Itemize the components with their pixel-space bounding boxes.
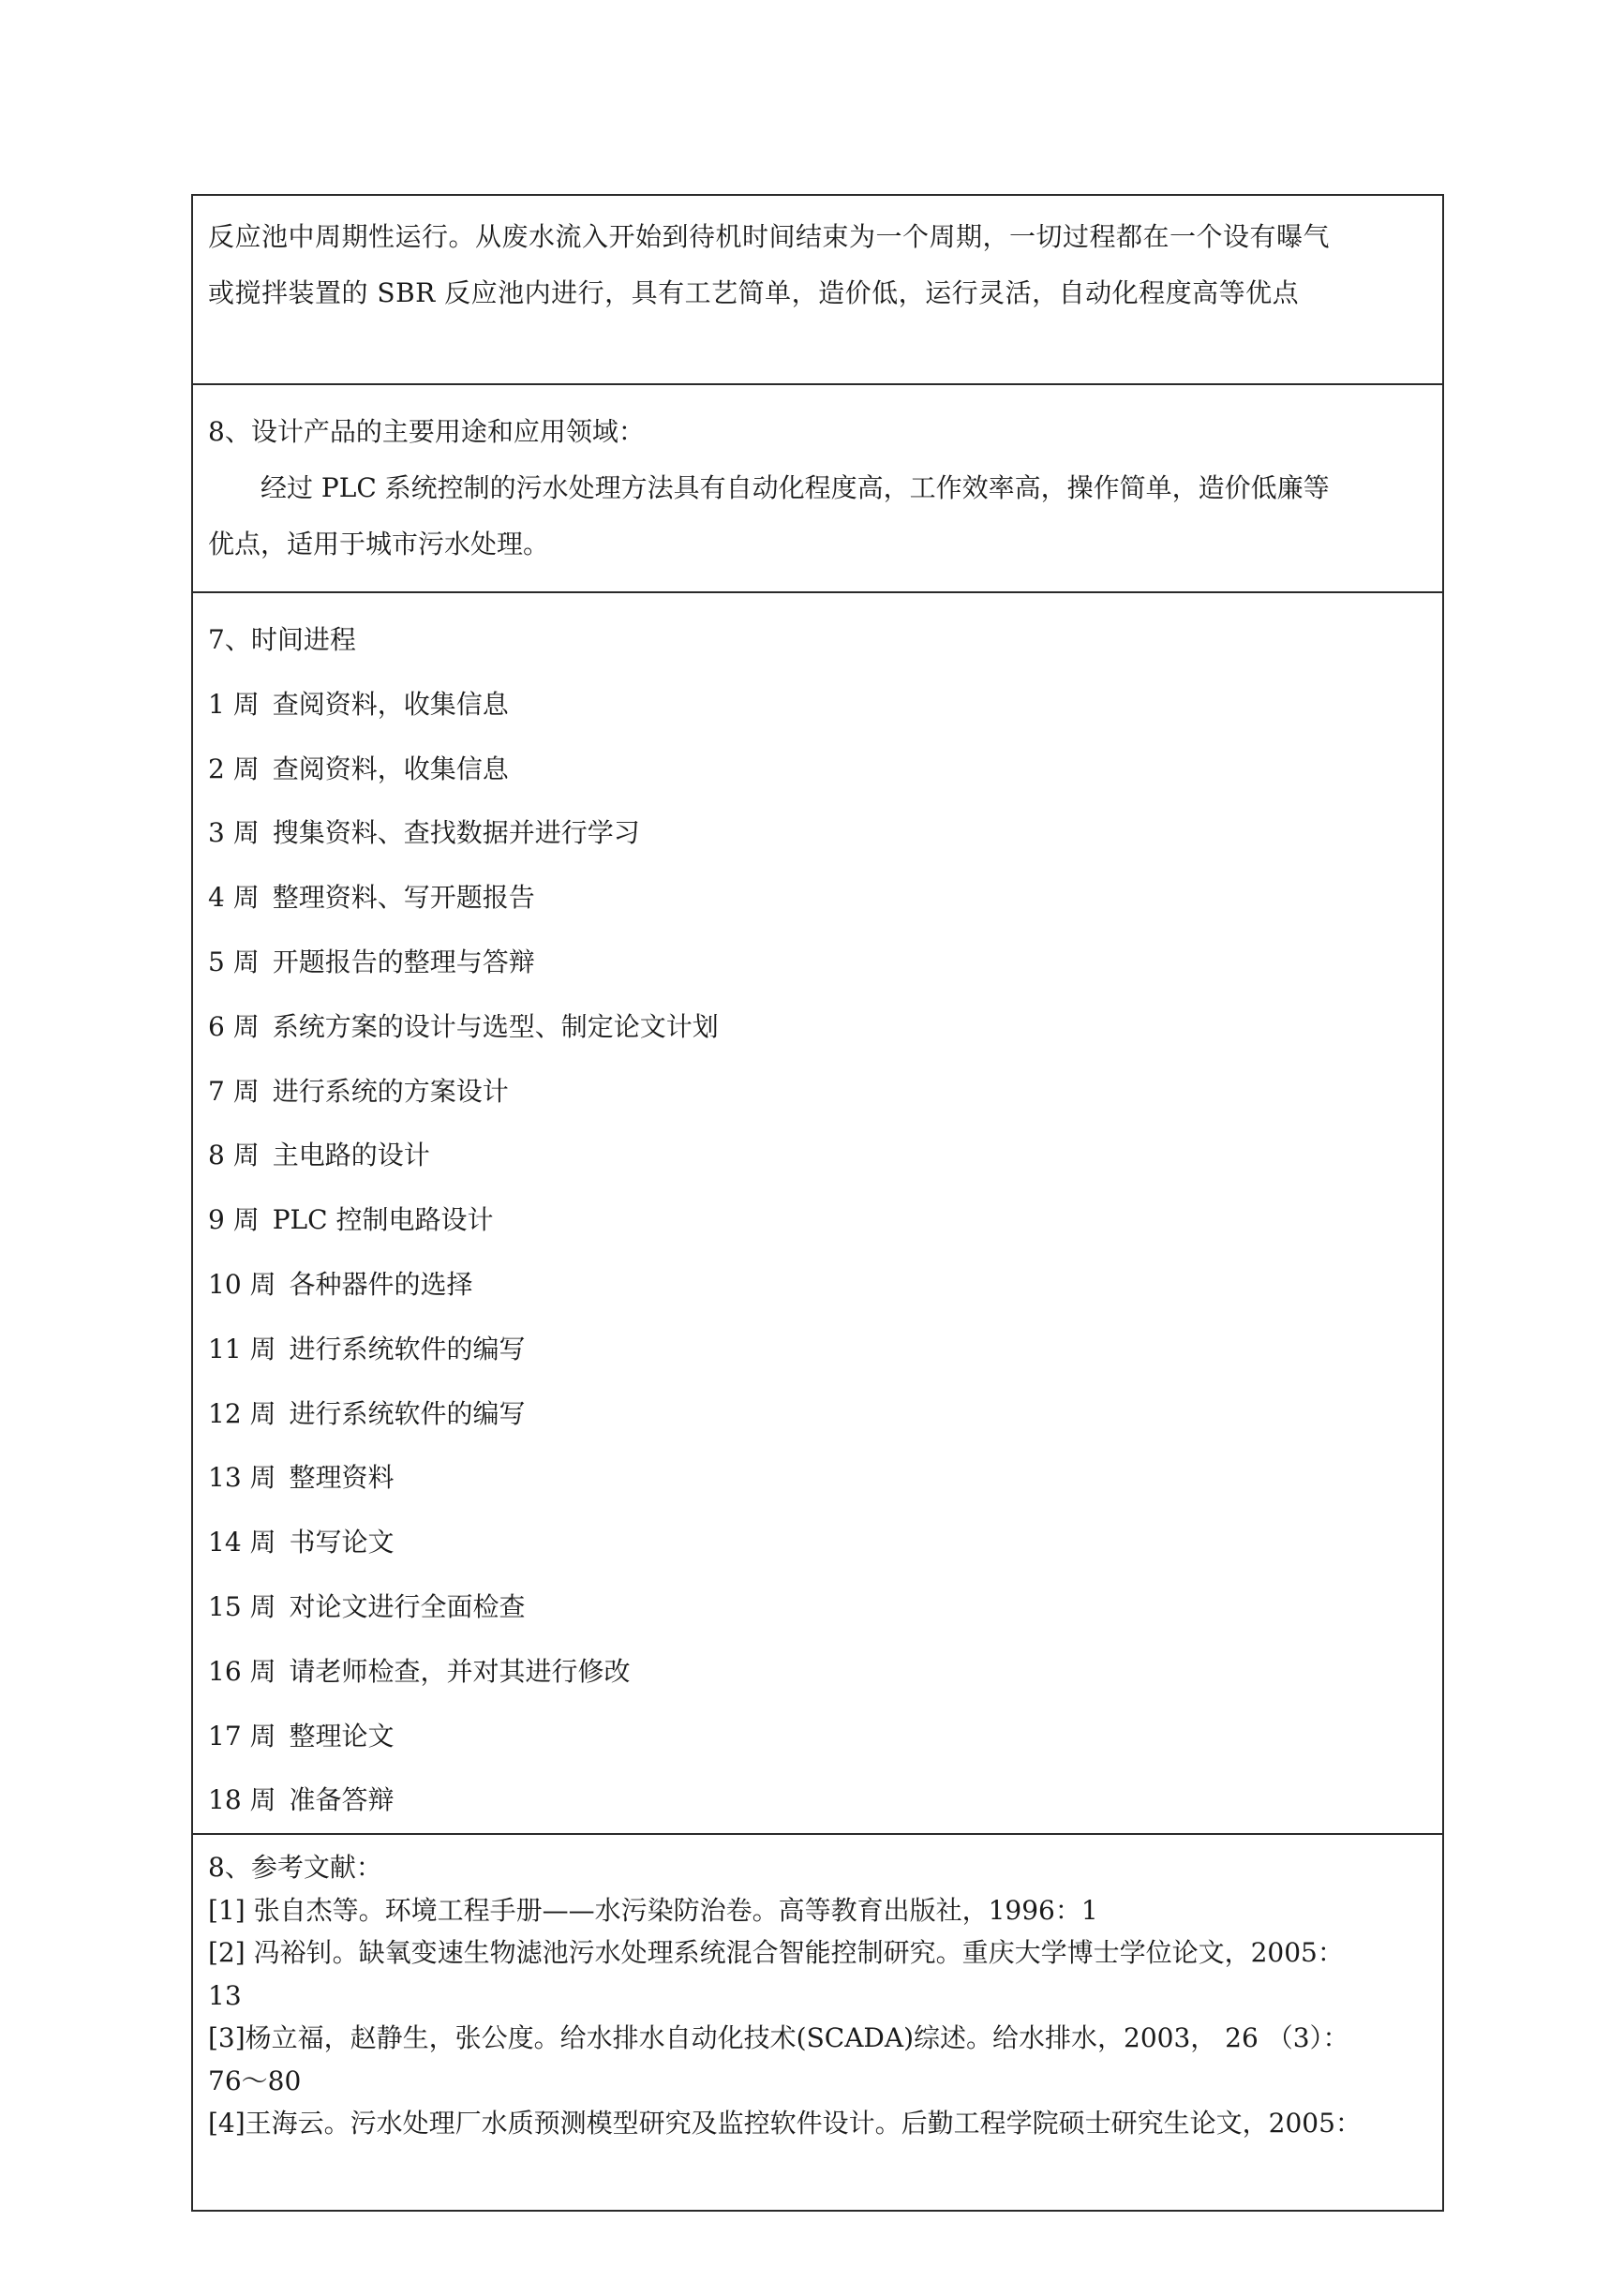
schedule-week: 18 周 — [208, 1784, 276, 1816]
continuation-line-1: 反应池中周期性运行。从废水流入开始到待机时间结束为一个周期，一切过程都在一个设有曝气 — [208, 221, 1331, 252]
schedule-item — [208, 673, 1427, 738]
reference-3-continuation: 76～80 — [208, 2065, 302, 2096]
purpose-paragraph-line-2: 优点，适用于城市污水处理。 — [208, 529, 550, 559]
schedule-item — [208, 931, 1427, 995]
schedule-item — [208, 995, 1427, 1060]
schedule-week: 17 周 — [208, 1720, 276, 1752]
schedule-item — [208, 1060, 1427, 1125]
schedule-task: PLC 控制电路设计 — [272, 1204, 494, 1236]
schedule-heading: 7、时间进程 — [208, 624, 356, 655]
schedule-item — [208, 866, 1427, 931]
purpose-heading: 8、设计产品的主要用途和应用领域： — [208, 416, 645, 447]
schedule-task: 各种器件的选择 — [289, 1268, 473, 1300]
schedule-item — [208, 1640, 1427, 1705]
reference-2: [2] 冯裕钊。缺氧变速生物滤池污水处理系统混合智能控制研究。重庆大学博士学位论文，2005： — [208, 1937, 1344, 1969]
purpose-paragraph-line-1: 经过 PLC 系统控制的污水处理方法具有自动化程度高，工作效率高，操作简单，造价低廉等 — [261, 472, 1330, 503]
schedule-task: 搜集资料、查找数据并进行学习 — [272, 817, 640, 849]
schedule-week: 15 周 — [208, 1590, 276, 1622]
reference-1: [1] 张自杰等。环境工程手册——水污染防治卷。高等教育出版社，1996：1 — [208, 1894, 1098, 1926]
schedule-task: 书写论文 — [289, 1527, 395, 1558]
schedule-task: 对论文进行全面检查 — [289, 1590, 526, 1622]
schedule-week: 3 周 — [208, 817, 260, 849]
schedule-task: 查阅资料，收集信息 — [272, 688, 509, 720]
schedule-week: 1 周 — [208, 688, 260, 720]
purpose-cell — [192, 384, 1443, 592]
schedule-task: 开题报告的整理与答辩 — [272, 946, 535, 977]
schedule-item — [208, 1318, 1427, 1382]
schedule-week: 12 周 — [208, 1397, 276, 1429]
schedule-week: 4 周 — [208, 882, 260, 914]
schedule-task: 主电路的设计 — [272, 1140, 430, 1171]
schedule-item — [208, 1575, 1427, 1640]
continuation-section — [192, 195, 1443, 384]
schedule-task: 整理资料、写开题报告 — [272, 882, 535, 914]
references-heading: 8、参考文献： — [208, 1852, 382, 1884]
schedule-task: 进行系统软件的编写 — [289, 1333, 526, 1364]
schedule-week: 14 周 — [208, 1527, 276, 1558]
schedule-task: 系统方案的设计与选型、制定论文计划 — [272, 1010, 719, 1042]
schedule-item — [208, 1705, 1427, 1769]
report-table — [191, 194, 1444, 2212]
schedule-week: 6 周 — [208, 1010, 260, 1042]
schedule-item — [208, 1124, 1427, 1188]
schedule-week: 13 周 — [208, 1462, 276, 1494]
schedule-week: 16 周 — [208, 1655, 276, 1687]
schedule-cell — [192, 592, 1443, 1834]
purpose-section — [192, 384, 1443, 592]
reference-4: [4]王海云。污水处理厂水质预测模型研究及监控软件设计。后勤工程学院硕士研究生论文，2005： — [208, 2108, 1362, 2139]
schedule-task: 查阅资料，收集信息 — [272, 753, 509, 784]
schedule-task: 整理论文 — [289, 1720, 395, 1752]
reference-3: [3]杨立福，赵静生，张公度。给水排水自动化技术(SCADA)综述。给水排水，2003， 26 （3）： — [208, 2022, 1349, 2054]
schedule-week: 5 周 — [208, 946, 260, 977]
schedule-task: 整理资料 — [289, 1462, 395, 1494]
schedule-item — [208, 1446, 1427, 1511]
schedule-week: 11 周 — [208, 1333, 276, 1364]
schedule-item — [208, 738, 1427, 802]
schedule-section — [192, 592, 1443, 1834]
schedule-task: 请老师检查，并对其进行修改 — [289, 1655, 631, 1687]
schedule-item — [208, 1253, 1427, 1318]
schedule-item — [208, 1188, 1427, 1253]
continuation-cell — [192, 195, 1443, 384]
schedule-week: 8 周 — [208, 1140, 260, 1171]
schedule-task: 准备答辩 — [289, 1784, 395, 1816]
schedule-item — [208, 801, 1427, 866]
schedule-item — [208, 1768, 1427, 1833]
schedule-week: 7 周 — [208, 1075, 260, 1107]
schedule-item — [208, 1511, 1427, 1575]
reference-2-continuation: 13 — [208, 1979, 242, 2011]
schedule-week: 10 周 — [208, 1268, 276, 1300]
schedule-task: 进行系统软件的编写 — [289, 1397, 526, 1429]
schedule-task: 进行系统的方案设计 — [272, 1075, 509, 1107]
schedule-week: 9 周 — [208, 1204, 260, 1236]
schedule-week: 2 周 — [208, 753, 260, 784]
continuation-line-2: 或搅拌装置的 SBR 反应池内进行，具有工艺简单，造价低，运行灵活，自动化程度高等优点 — [208, 277, 1300, 308]
references-section — [192, 1834, 1443, 2211]
references-cell — [192, 1834, 1443, 2211]
schedule-item — [208, 1382, 1427, 1447]
